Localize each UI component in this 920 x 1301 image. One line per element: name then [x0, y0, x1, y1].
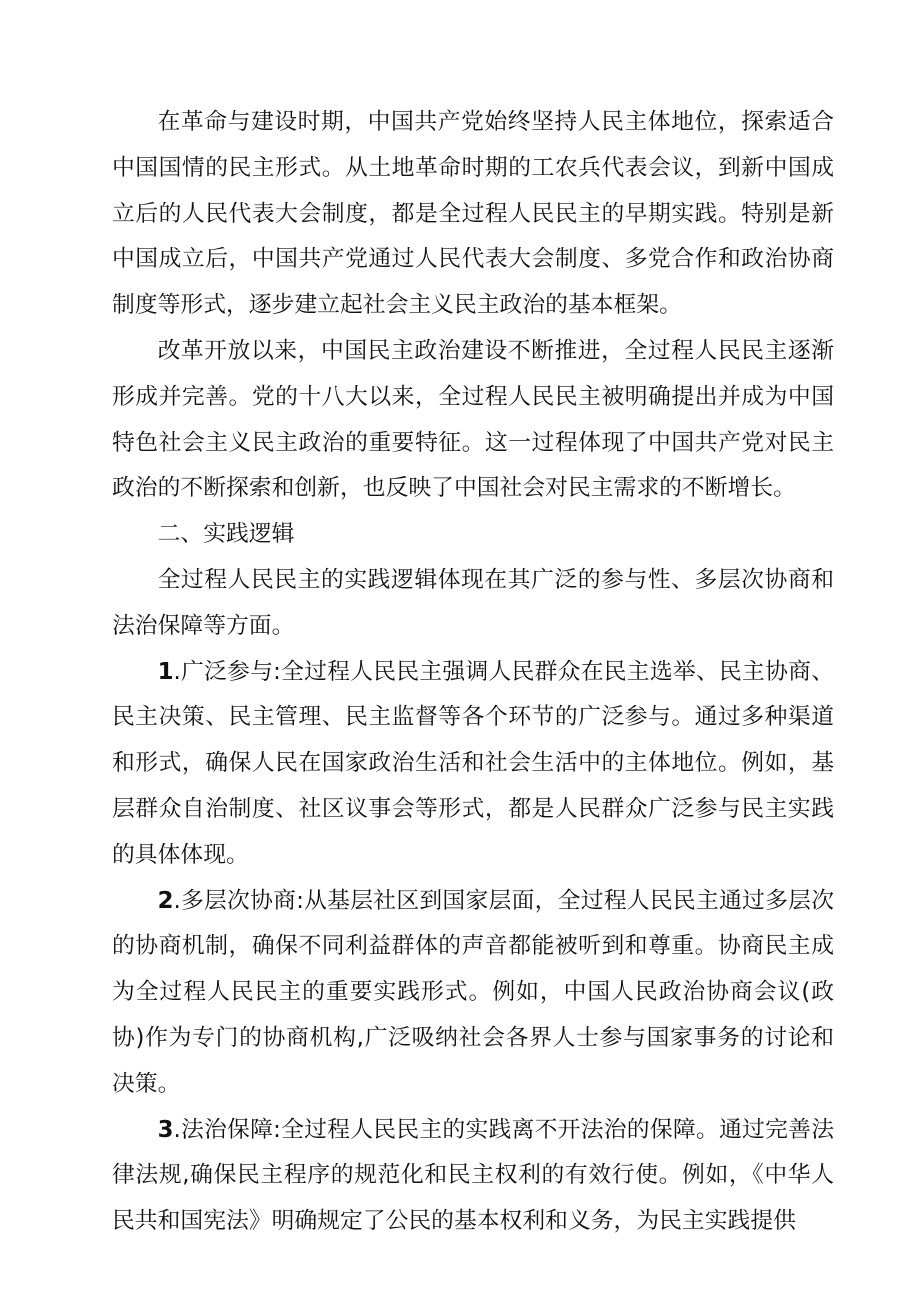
- item-number: 2: [157, 887, 174, 914]
- item-text: .广泛参与:全过程人民民主强调人民群众在民主选举、民主协商、民主决策、民主管理、民主监督等各个环节的广泛参与。通过多种渠道和形式，确保人民在国家政治生活和社会生活中的主体地位。例如，基层群众自治制度、社区议事会等形式，都是人民群众广泛参与民主实践的具体体现。: [112, 658, 834, 868]
- item-number: 1: [157, 658, 174, 685]
- item-text: .法治保障:全过程人民民主的实践离不开法治的保障。通过完善法律法规,确保民主程序的规范化和民主权利的有效行使。例如，《中华人民共和国宪法》明确规定了公民的基本权利和义务，为民主实践提供: [112, 1116, 834, 1235]
- body-text: [112, 100, 834, 1245]
- list-item-participation: [112, 650, 834, 879]
- item-text: .多层次协商:从基层社区到国家层面，全过程人民民主通过多层次的协商机制，确保不同利益群体的声音都能被听到和尊重。协商民主成为全过程人民民主的重要实践形式。例如，中国人民政治协商会议(政协)作为专门的协商机构,广泛吸纳社会各界人士参与国家事务的讨论和决策。: [112, 887, 834, 1097]
- list-item-consultation: [112, 879, 834, 1108]
- paragraph-history: 在革命与建设时期，中国共产党始终坚持人民主体地位，探索适合中国国情的民主形式。从土地革命时期的工农兵代表会议，到新中国成立后的人民代表大会制度，都是全过程人民民主的早期实践。特别是新中国成立后，中国共产党通过人民代表大会制度、多党合作和政治协商制度等形式，逐步建立起社会主义民主政治的基本框架。: [112, 109, 834, 319]
- paragraph-intro: 全过程人民民主的实践逻辑体现在其广泛的参与性、多层次协商和法治保障等方面。: [112, 566, 834, 639]
- section-heading: 二、实践逻辑: [157, 521, 295, 548]
- paragraph-reform: 改革开放以来，中国民主政治建设不断推进，全过程人民民主逐渐形成并完善。党的十八大以来，全过程人民民主被明确提出并成为中国特色社会主义民主政治的重要特征。这一过程体现了中国共产党对民主政治的不断探索和创新，也反映了中国社会对民主需求的不断增长。: [112, 337, 834, 502]
- list-item-rule-of-law: [112, 1108, 834, 1245]
- item-number: 3: [157, 1116, 174, 1143]
